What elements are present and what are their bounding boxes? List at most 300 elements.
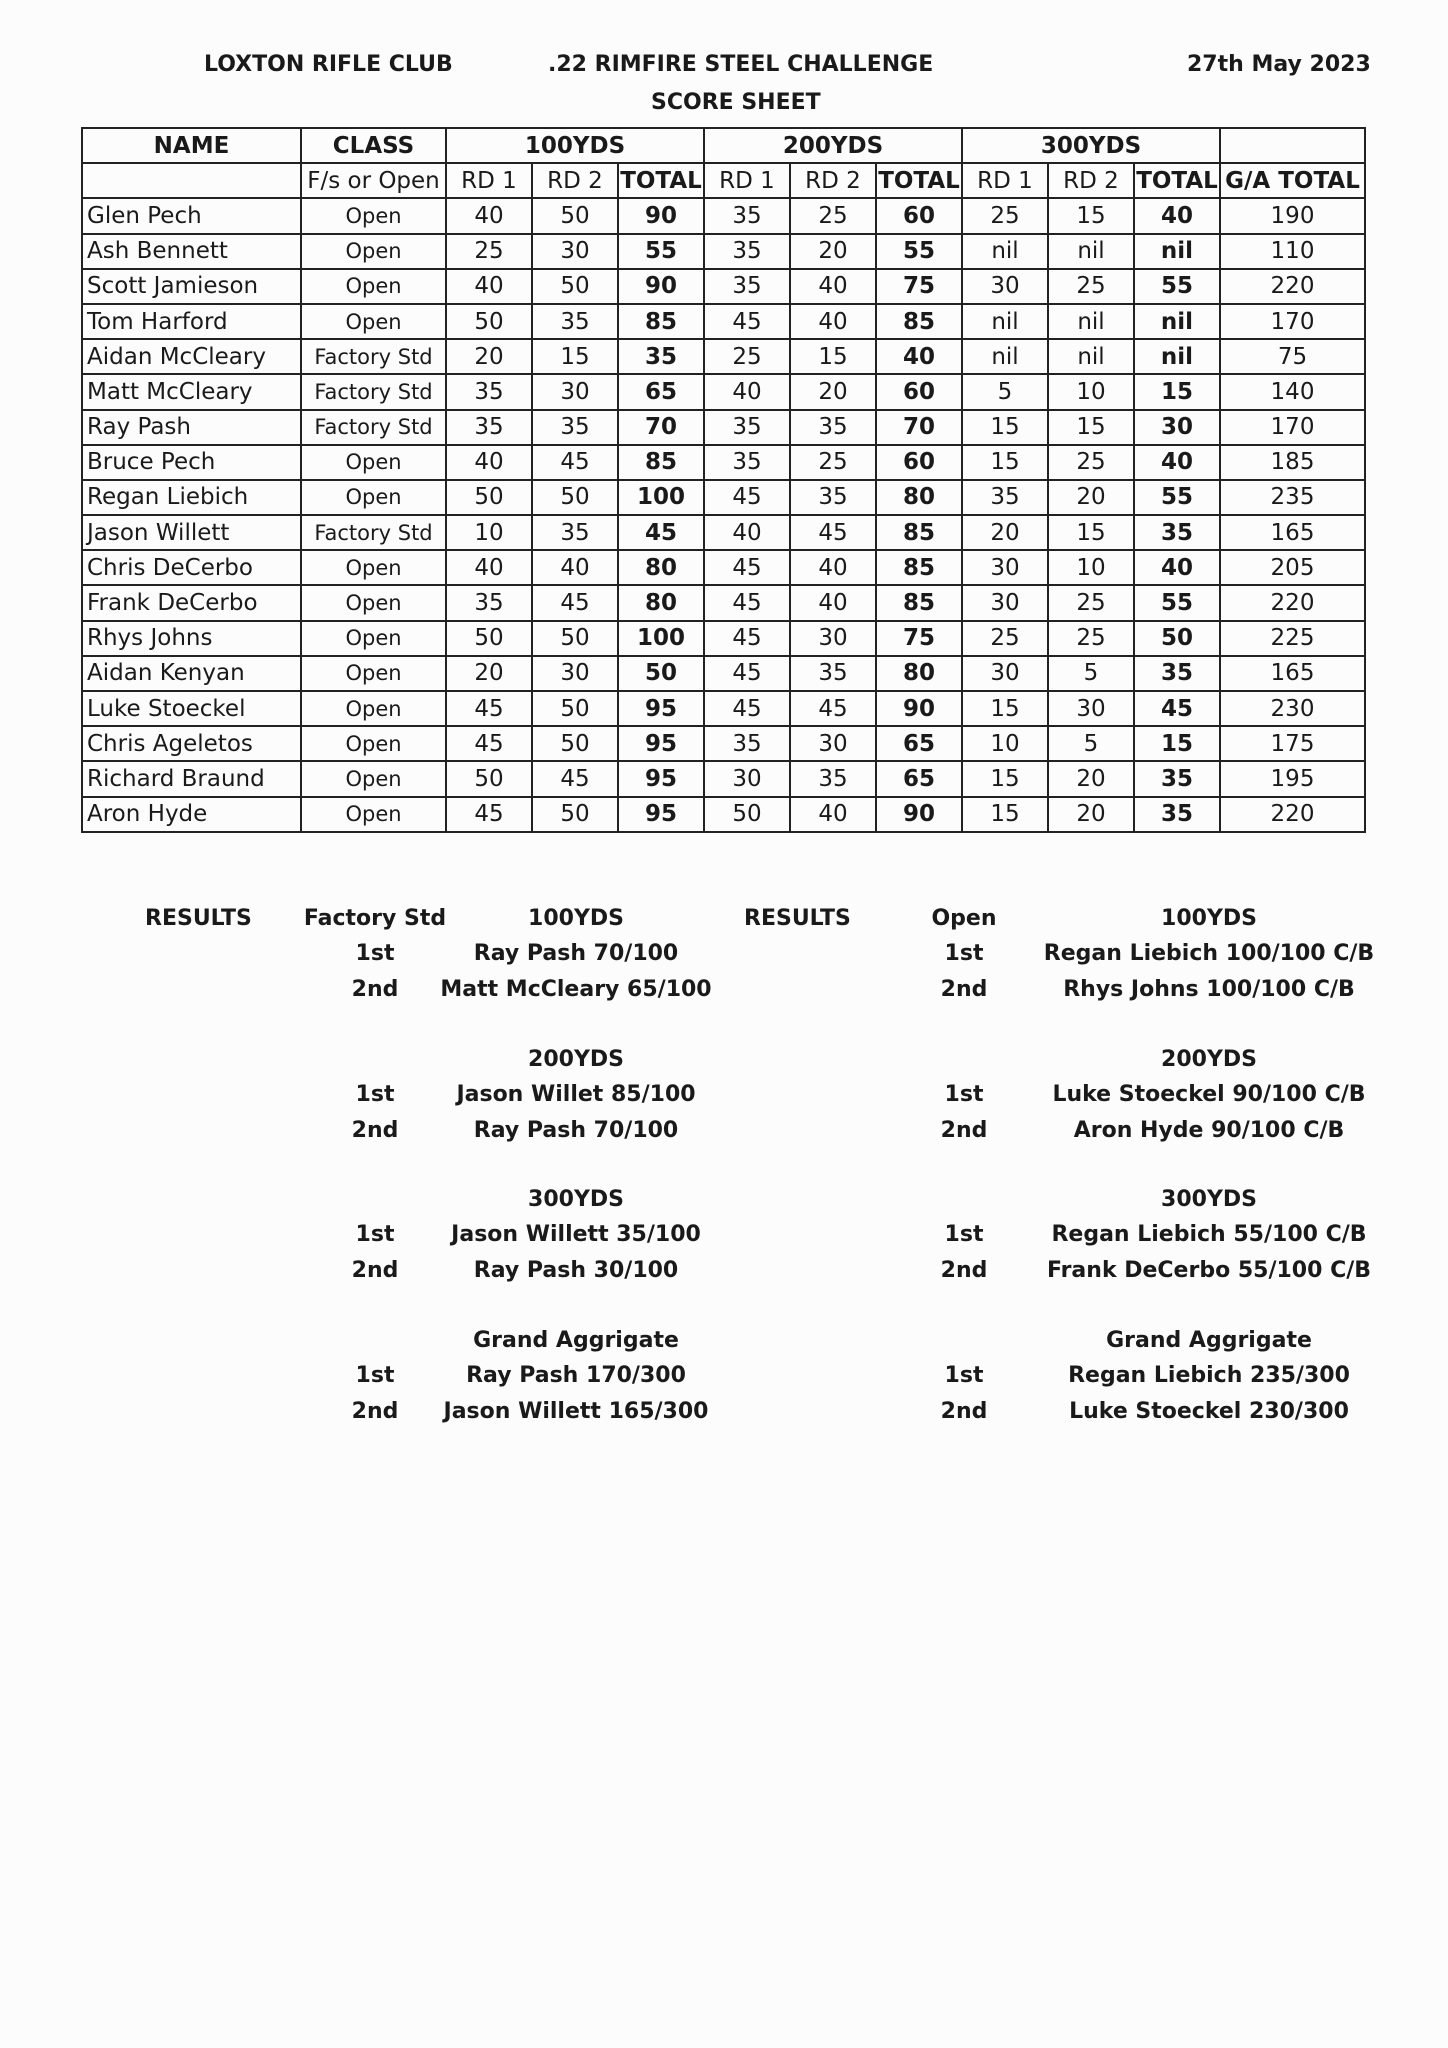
score-cell: 40 xyxy=(790,269,876,304)
score-cell: 40 xyxy=(790,304,876,339)
result-place: 2nd xyxy=(351,976,399,1002)
score-cell: 40 xyxy=(790,585,876,620)
sub-header-cell: RD 2 xyxy=(790,163,876,198)
score-rows xyxy=(82,198,1365,831)
total-cell: 90 xyxy=(618,198,704,233)
score-cell: 45 xyxy=(532,761,618,796)
score-cell: 30 xyxy=(962,585,1048,620)
table-row xyxy=(82,797,1365,832)
grand-total-cell: 220 xyxy=(1220,269,1365,304)
header-100yds: 100YDS xyxy=(446,128,704,163)
result-place: 2nd xyxy=(940,1117,988,1143)
score-cell: 45 xyxy=(704,550,790,585)
class-cell: Open xyxy=(301,550,446,585)
score-cell: 35 xyxy=(704,410,790,445)
score-cell: 30 xyxy=(962,656,1048,691)
table-row xyxy=(82,621,1365,656)
result-entry: Aron Hyde 90/100 C/B xyxy=(1073,1117,1345,1143)
total-cell: 40 xyxy=(1134,198,1220,233)
score-cell: 35 xyxy=(532,515,618,550)
results-class-left: Factory Std xyxy=(303,906,447,931)
total-cell: 95 xyxy=(618,726,704,761)
grand-total-cell: 220 xyxy=(1220,585,1365,620)
score-cell: 40 xyxy=(704,374,790,409)
total-cell: 15 xyxy=(1134,726,1220,761)
class-cell: Open xyxy=(301,797,446,832)
result-section-title: Grand Aggrigate xyxy=(1106,1328,1312,1353)
score-cell: 45 xyxy=(704,656,790,691)
total-cell: 50 xyxy=(618,656,704,691)
result-section-title: 300YDS xyxy=(1161,1187,1257,1212)
class-cell: Open xyxy=(301,656,446,691)
score-cell: 50 xyxy=(532,269,618,304)
score-cell: 30 xyxy=(962,550,1048,585)
header-200yds: 200YDS xyxy=(704,128,962,163)
score-cell: 20 xyxy=(1048,797,1134,832)
score-cell: 35 xyxy=(962,480,1048,515)
result-place: 1st xyxy=(944,1082,984,1107)
sub-header-cell: F/s or Open xyxy=(301,163,446,198)
total-cell: 70 xyxy=(618,410,704,445)
result-place: 1st xyxy=(944,941,984,966)
score-cell: 15 xyxy=(962,691,1048,726)
total-cell: 85 xyxy=(876,550,962,585)
score-cell: 10 xyxy=(1048,550,1134,585)
result-section-title: 100YDS xyxy=(528,906,624,931)
score-cell: 35 xyxy=(704,198,790,233)
total-cell: 85 xyxy=(618,304,704,339)
score-cell: 20 xyxy=(446,656,532,691)
table-row xyxy=(82,691,1365,726)
header-class: CLASS xyxy=(301,128,446,163)
score-cell: 45 xyxy=(704,691,790,726)
score-cell: 30 xyxy=(532,374,618,409)
table-row xyxy=(82,410,1365,445)
shooter-name: Aidan McCleary xyxy=(82,339,301,374)
score-cell: 50 xyxy=(446,621,532,656)
total-cell: 50 xyxy=(1134,621,1220,656)
score-cell: 5 xyxy=(1048,656,1134,691)
score-cell: 20 xyxy=(790,374,876,409)
result-entry: Ray Pash 70/100 xyxy=(473,941,679,966)
result-place: 2nd xyxy=(351,1257,399,1283)
result-place: 1st xyxy=(355,1222,395,1247)
score-cell: 40 xyxy=(704,515,790,550)
table-row xyxy=(82,585,1365,620)
class-cell: Open xyxy=(301,234,446,269)
result-entry: Ray Pash 70/100 xyxy=(473,1117,679,1143)
result-place: 1st xyxy=(355,941,395,966)
class-cell: Open xyxy=(301,445,446,480)
score-cell: 30 xyxy=(790,621,876,656)
total-cell: 65 xyxy=(876,726,962,761)
grand-total-cell: 170 xyxy=(1220,410,1365,445)
sub-header-cell: TOTAL xyxy=(618,163,704,198)
result-place: 2nd xyxy=(351,1117,399,1143)
class-cell: Open xyxy=(301,585,446,620)
table-row xyxy=(82,726,1365,761)
total-cell: 35 xyxy=(1134,761,1220,796)
result-section-title: Grand Aggrigate xyxy=(473,1328,679,1353)
score-cell: 50 xyxy=(532,726,618,761)
score-cell: 5 xyxy=(1048,726,1134,761)
class-cell: Factory Std xyxy=(301,410,446,445)
total-cell: nil xyxy=(1134,304,1220,339)
total-cell: 65 xyxy=(876,761,962,796)
score-cell: 50 xyxy=(532,480,618,515)
score-cell: nil xyxy=(1048,234,1134,269)
total-cell: 95 xyxy=(618,691,704,726)
table-row xyxy=(82,445,1365,480)
total-cell: 40 xyxy=(1134,550,1220,585)
score-cell: 40 xyxy=(446,550,532,585)
score-cell: 10 xyxy=(962,726,1048,761)
header-name: NAME xyxy=(82,128,301,163)
grand-total-cell: 165 xyxy=(1220,656,1365,691)
score-cell: 30 xyxy=(704,761,790,796)
grand-total-cell: 175 xyxy=(1220,726,1365,761)
score-cell: 35 xyxy=(704,726,790,761)
result-place: 1st xyxy=(355,1082,395,1107)
grand-total-cell: 235 xyxy=(1220,480,1365,515)
result-entry: Regan Liebich 100/100 C/B xyxy=(1043,941,1375,966)
total-cell: 85 xyxy=(876,304,962,339)
table-row xyxy=(82,480,1365,515)
total-cell: 55 xyxy=(1134,585,1220,620)
sub-header-cell: RD 1 xyxy=(704,163,790,198)
total-cell: 80 xyxy=(876,656,962,691)
score-cell: 20 xyxy=(446,339,532,374)
score-cell: 50 xyxy=(446,304,532,339)
score-cell: 15 xyxy=(790,339,876,374)
grand-total-cell: 140 xyxy=(1220,374,1365,409)
result-entry: Regan Liebich 55/100 C/B xyxy=(1051,1222,1367,1247)
grand-total-cell: 165 xyxy=(1220,515,1365,550)
result-place: 2nd xyxy=(940,976,988,1002)
score-cell: 10 xyxy=(1048,374,1134,409)
score-cell: 15 xyxy=(1048,410,1134,445)
result-entry: Ray Pash 170/300 xyxy=(466,1363,686,1388)
total-cell: 35 xyxy=(1134,797,1220,832)
score-cell: 25 xyxy=(1048,621,1134,656)
grand-total-cell: 185 xyxy=(1220,445,1365,480)
score-table xyxy=(81,127,1366,833)
shooter-name: Matt McCleary xyxy=(82,374,301,409)
score-cell: 15 xyxy=(962,797,1048,832)
score-cell: 10 xyxy=(446,515,532,550)
score-cell: 35 xyxy=(704,234,790,269)
score-cell: 45 xyxy=(704,621,790,656)
shooter-name: Tom Harford xyxy=(82,304,301,339)
score-cell: 20 xyxy=(1048,480,1134,515)
score-cell: 30 xyxy=(790,726,876,761)
score-cell: 30 xyxy=(962,269,1048,304)
score-cell: nil xyxy=(1048,339,1134,374)
score-cell: nil xyxy=(1048,304,1134,339)
total-cell: 55 xyxy=(1134,480,1220,515)
score-cell: 45 xyxy=(446,797,532,832)
total-cell: 30 xyxy=(1134,410,1220,445)
class-cell: Open xyxy=(301,269,446,304)
score-cell: 25 xyxy=(704,339,790,374)
result-entry: Luke Stoeckel 90/100 C/B xyxy=(1052,1082,1366,1107)
score-cell: 45 xyxy=(532,585,618,620)
score-cell: 30 xyxy=(532,234,618,269)
table-row xyxy=(82,198,1365,233)
total-cell: 95 xyxy=(618,797,704,832)
table-row xyxy=(82,515,1365,550)
shooter-name: Jason Willett xyxy=(82,515,301,550)
total-cell: 100 xyxy=(618,621,704,656)
table-row xyxy=(82,269,1365,304)
result-section-title: 200YDS xyxy=(528,1047,624,1072)
total-cell: 95 xyxy=(618,761,704,796)
shooter-name: Rhys Johns xyxy=(82,621,301,656)
score-cell: 15 xyxy=(1048,198,1134,233)
result-entry: Rhys Johns 100/100 C/B xyxy=(1063,976,1355,1002)
shooter-name: Scott Jamieson xyxy=(82,269,301,304)
shooter-name: Frank DeCerbo xyxy=(82,585,301,620)
sub-header-cell: TOTAL xyxy=(876,163,962,198)
shooter-name: Aidan Kenyan xyxy=(82,656,301,691)
score-cell: 45 xyxy=(704,304,790,339)
result-section-title: 100YDS xyxy=(1161,906,1257,931)
score-cell: 50 xyxy=(446,761,532,796)
score-cell: 25 xyxy=(446,234,532,269)
sub-header-cell: RD 2 xyxy=(1048,163,1134,198)
total-cell: 60 xyxy=(876,374,962,409)
sub-header-cell: G/A TOTAL xyxy=(1220,163,1365,198)
total-cell: 75 xyxy=(876,269,962,304)
sub-header-cell: RD 2 xyxy=(532,163,618,198)
shooter-name: Aron Hyde xyxy=(82,797,301,832)
result-place: 2nd xyxy=(940,1257,988,1283)
total-cell: 45 xyxy=(618,515,704,550)
total-cell: 90 xyxy=(876,691,962,726)
total-cell: 80 xyxy=(876,480,962,515)
class-cell: Open xyxy=(301,480,446,515)
shooter-name: Regan Liebich xyxy=(82,480,301,515)
total-cell: 35 xyxy=(618,339,704,374)
total-cell: 40 xyxy=(876,339,962,374)
class-cell: Open xyxy=(301,304,446,339)
result-entry: Matt McCleary 65/100 xyxy=(440,976,712,1002)
score-cell: 45 xyxy=(446,691,532,726)
score-cell: 35 xyxy=(446,585,532,620)
total-cell: 45 xyxy=(1134,691,1220,726)
score-cell: 45 xyxy=(532,445,618,480)
table-row xyxy=(82,550,1365,585)
total-cell: 60 xyxy=(876,445,962,480)
score-cell: 30 xyxy=(1048,691,1134,726)
score-cell: 20 xyxy=(1048,761,1134,796)
table-row xyxy=(82,339,1365,374)
result-entry: Jason Willett 165/300 xyxy=(443,1398,709,1424)
score-cell: 45 xyxy=(790,691,876,726)
header-blank xyxy=(1220,128,1365,163)
total-cell: 80 xyxy=(618,585,704,620)
score-cell: nil xyxy=(962,339,1048,374)
event-date: 27th May 2023 xyxy=(1187,52,1371,77)
total-cell: 90 xyxy=(876,797,962,832)
class-cell: Factory Std xyxy=(301,339,446,374)
score-cell: 50 xyxy=(532,691,618,726)
total-cell: 35 xyxy=(1134,656,1220,691)
result-entry: Ray Pash 30/100 xyxy=(473,1257,679,1283)
table-row xyxy=(82,374,1365,409)
total-cell: 55 xyxy=(618,234,704,269)
score-cell: 35 xyxy=(704,269,790,304)
grand-total-cell: 170 xyxy=(1220,304,1365,339)
club-name: LOXTON RIFLE CLUB xyxy=(204,52,453,77)
shooter-name: Bruce Pech xyxy=(82,445,301,480)
score-cell: 25 xyxy=(1048,269,1134,304)
total-cell: 100 xyxy=(618,480,704,515)
score-cell: 25 xyxy=(790,445,876,480)
result-place: 1st xyxy=(944,1363,984,1388)
score-cell: 35 xyxy=(446,410,532,445)
results-label-right: RESULTS xyxy=(744,906,851,931)
score-cell: nil xyxy=(962,304,1048,339)
score-cell: 50 xyxy=(704,797,790,832)
class-cell: Open xyxy=(301,726,446,761)
sub-header-cell xyxy=(82,163,301,198)
class-cell: Open xyxy=(301,761,446,796)
grand-total-cell: 75 xyxy=(1220,339,1365,374)
score-cell: nil xyxy=(962,234,1048,269)
result-place: 1st xyxy=(944,1222,984,1247)
grand-total-cell: 110 xyxy=(1220,234,1365,269)
score-cell: 35 xyxy=(446,374,532,409)
score-cell: 15 xyxy=(962,445,1048,480)
sub-header-row xyxy=(82,163,1365,198)
score-cell: 40 xyxy=(446,445,532,480)
result-entry: Jason Willett 35/100 xyxy=(451,1222,701,1247)
total-cell: 35 xyxy=(1134,515,1220,550)
score-cell: 25 xyxy=(962,621,1048,656)
result-place: 2nd xyxy=(940,1398,988,1424)
class-cell: Factory Std xyxy=(301,515,446,550)
total-cell: 80 xyxy=(618,550,704,585)
grand-total-cell: 190 xyxy=(1220,198,1365,233)
sub-header-cell: TOTAL xyxy=(1134,163,1220,198)
shooter-name: Chris DeCerbo xyxy=(82,550,301,585)
results-label-left: RESULTS xyxy=(145,906,252,931)
grand-total-cell: 205 xyxy=(1220,550,1365,585)
score-cell: 25 xyxy=(1048,445,1134,480)
score-cell: 30 xyxy=(532,656,618,691)
score-cell: 15 xyxy=(532,339,618,374)
total-cell: 15 xyxy=(1134,374,1220,409)
grand-total-cell: 230 xyxy=(1220,691,1365,726)
total-cell: 85 xyxy=(876,515,962,550)
shooter-name: Glen Pech xyxy=(82,198,301,233)
score-cell: 25 xyxy=(1048,585,1134,620)
result-place: 2nd xyxy=(351,1398,399,1424)
score-cell: 45 xyxy=(704,585,790,620)
score-cell: 35 xyxy=(532,304,618,339)
score-cell: 50 xyxy=(446,480,532,515)
shooter-name: Ash Bennett xyxy=(82,234,301,269)
shooter-name: Richard Braund xyxy=(82,761,301,796)
result-section-title: 200YDS xyxy=(1161,1047,1257,1072)
score-cell: 50 xyxy=(532,797,618,832)
result-entry: Frank DeCerbo 55/100 C/B xyxy=(1046,1257,1372,1283)
event-title: .22 RIMFIRE STEEL CHALLENGE xyxy=(548,52,934,77)
score-cell: 35 xyxy=(790,410,876,445)
score-cell: 45 xyxy=(790,515,876,550)
class-cell: Open xyxy=(301,691,446,726)
score-cell: 20 xyxy=(962,515,1048,550)
group-header-row xyxy=(82,128,1365,163)
table-row xyxy=(82,761,1365,796)
score-cell: 25 xyxy=(790,198,876,233)
score-cell: 25 xyxy=(962,198,1048,233)
total-cell: 85 xyxy=(876,585,962,620)
score-cell: 35 xyxy=(790,656,876,691)
header-300yds: 300YDS xyxy=(962,128,1220,163)
total-cell: 90 xyxy=(618,269,704,304)
total-cell: nil xyxy=(1134,234,1220,269)
result-section-title: 300YDS xyxy=(528,1187,624,1212)
total-cell: 60 xyxy=(876,198,962,233)
score-cell: 35 xyxy=(704,445,790,480)
score-cell: 35 xyxy=(790,480,876,515)
class-cell: Open xyxy=(301,621,446,656)
class-cell: Factory Std xyxy=(301,374,446,409)
sub-header-cell: RD 1 xyxy=(962,163,1048,198)
shooter-name: Ray Pash xyxy=(82,410,301,445)
total-cell: 40 xyxy=(1134,445,1220,480)
class-cell: Open xyxy=(301,198,446,233)
score-cell: 5 xyxy=(962,374,1048,409)
result-place: 1st xyxy=(355,1363,395,1388)
table-row xyxy=(82,656,1365,691)
shooter-name: Chris Ageletos xyxy=(82,726,301,761)
total-cell: nil xyxy=(1134,339,1220,374)
total-cell: 65 xyxy=(618,374,704,409)
score-cell: 15 xyxy=(1048,515,1134,550)
grand-total-cell: 195 xyxy=(1220,761,1365,796)
grand-total-cell: 225 xyxy=(1220,621,1365,656)
grand-total-cell: 220 xyxy=(1220,797,1365,832)
score-cell: 50 xyxy=(532,621,618,656)
sheet-subtitle: SCORE SHEET xyxy=(651,90,821,115)
total-cell: 85 xyxy=(618,445,704,480)
result-entry: Jason Willet 85/100 xyxy=(456,1082,696,1107)
table-row xyxy=(82,234,1365,269)
shooter-name: Luke Stoeckel xyxy=(82,691,301,726)
result-entry: Luke Stoeckel 230/300 xyxy=(1069,1398,1349,1424)
score-cell: 40 xyxy=(790,550,876,585)
total-cell: 55 xyxy=(876,234,962,269)
total-cell: 55 xyxy=(1134,269,1220,304)
score-cell: 35 xyxy=(532,410,618,445)
score-cell: 35 xyxy=(790,761,876,796)
total-cell: 75 xyxy=(876,621,962,656)
results-class-right: Open xyxy=(931,906,997,931)
score-cell: 50 xyxy=(532,198,618,233)
score-cell: 20 xyxy=(790,234,876,269)
score-cell: 15 xyxy=(962,761,1048,796)
table-row xyxy=(82,304,1365,339)
result-entry: Regan Liebich 235/300 xyxy=(1068,1363,1350,1388)
score-cell: 45 xyxy=(704,480,790,515)
score-cell: 40 xyxy=(790,797,876,832)
sub-header-cell: RD 1 xyxy=(446,163,532,198)
score-cell: 40 xyxy=(446,269,532,304)
score-cell: 40 xyxy=(446,198,532,233)
